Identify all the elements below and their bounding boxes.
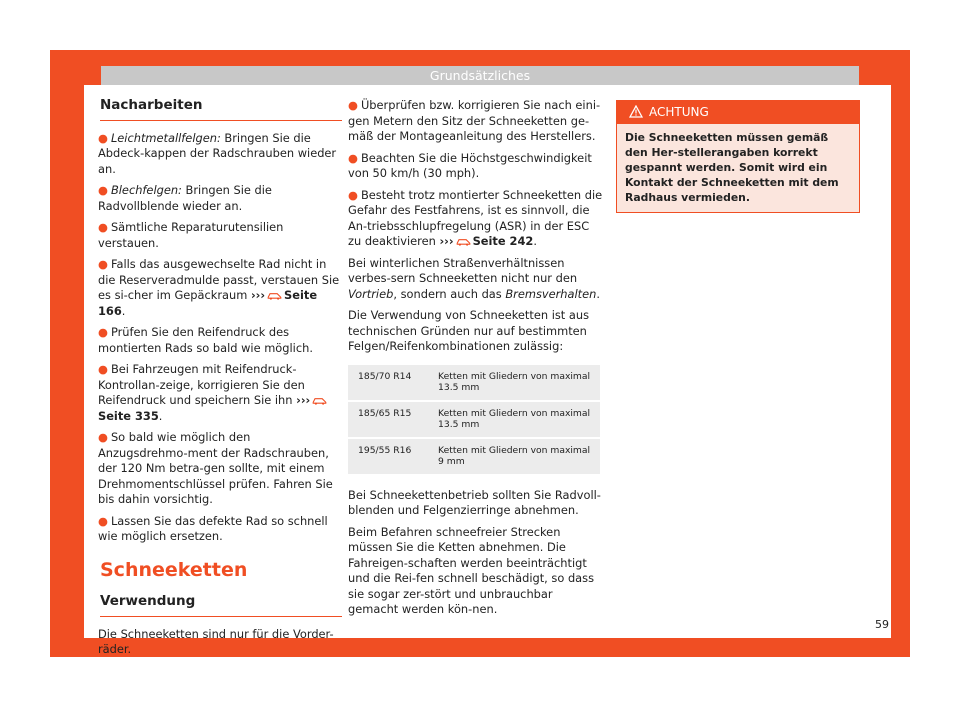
page-reference-link[interactable]: Seite 335 [98, 408, 159, 423]
chain-spec-cell: Ketten mit Gliedern von maximal 13.5 mm [434, 402, 600, 437]
list-item: ● Prüfen Sie den Reifendruck des montierten Rads so bald wie möglich. [98, 325, 313, 355]
bullet-icon: ● [98, 257, 108, 271]
section-title-verwendung: Verwendung [100, 594, 342, 617]
page-reference-link[interactable]: Seite 166 [98, 288, 318, 318]
chain-spec-cell: Ketten mit Gliedern von maximal 13.5 mm [434, 365, 600, 400]
bullet-icon: ● [98, 513, 108, 528]
tire-size-cell: 195/55 R16 [348, 439, 434, 474]
bullet-icon: ● [348, 98, 358, 112]
chapter-title-schneeketten: Schneeketten [100, 558, 248, 581]
warning-triangle-icon [629, 105, 643, 118]
warning-text: Die Schneeketten müssen gemäß den Her-stellerangaben korrekt gespannt werden. Somit wird ein Kontakt der Schneeketten mit dem Radhaus vermieden. [625, 131, 839, 204]
ref-arrows: ››› [439, 234, 454, 248]
paragraph: Bei Schneekettenbetrieb sollten Sie Radvoll-blenden und Felgenzierringe abnehmen. [348, 487, 601, 517]
chain-spec-cell: Ketten mit Gliedern von maximal 9 mm [434, 439, 600, 474]
list-item: ● Überprüfen bzw. korrigieren Sie nach eini-gen Metern den Sitz der Schneeketten ge-mäß der Montageanleitung des Herstellers. [348, 98, 601, 143]
bullet-icon: ● [348, 150, 358, 165]
warning-header [617, 101, 859, 124]
tire-size-cell: 185/70 R14 [348, 365, 434, 400]
list-item: ● So bald wie möglich den Anzugsdrehmo-ment der Radschrauben, der 120 Nm betra-gen sollte, mit einem Drehmomentschlüssel prüfen. Fahren Sie bis dahin vorsichtig. [98, 430, 333, 506]
warning-title: ACHTUNG [649, 105, 709, 119]
list-item: ● Falls das ausgewechselte Rad nicht in die Reserveradmulde passt, verstauen Sie es si-cher im Gepäckraum ››› Seite 166. [98, 257, 340, 318]
list-item: ● Lassen Sie das defekte Rad so schnell wie möglich ersetzen. [98, 513, 328, 543]
column-middle [348, 98, 604, 624]
car-book-icon [456, 237, 471, 246]
list-item: ● Sämtliche Reparaturutensilien verstauen. [98, 220, 284, 250]
list-item: ● Beachten Sie die Höchstgeschwindigkeit von 50 km/h (30 mph). [348, 150, 592, 180]
tire-size-cell: 185/65 R15 [348, 402, 434, 437]
column-left [98, 98, 342, 664]
car-book-icon [267, 291, 282, 300]
page-reference-link[interactable]: Seite 242 [472, 234, 534, 248]
paragraph: Die Verwendung von Schneeketten ist aus technischen Gründen nur auf bestimmten Felgen/Reifenkombinationen zulässig: [348, 308, 590, 353]
ref-arrows: ››› [296, 393, 311, 407]
page-number: 59 [875, 618, 889, 631]
table-row [348, 402, 600, 437]
bullet-icon: ● [98, 130, 108, 145]
bullet-icon: ● [348, 187, 358, 202]
paragraph: Bei winterlichen Straßenverhältnissen verbes-sern Schneeketten nicht nur den Vortrieb, sondern auch das Bremsverhalten. [348, 255, 600, 301]
page-header: Grundsätzliches [101, 66, 859, 85]
column-right [616, 100, 860, 213]
bullet-icon: ● [98, 220, 108, 234]
section-title-nacharbeiten: Nacharbeiten [100, 98, 342, 121]
table-row [348, 365, 600, 400]
list-item: ● Leichtmetallfelgen: Bringen Sie die Abdeck-kappen der Radschrauben wieder an. [98, 130, 337, 176]
bullet-icon: ● [98, 430, 108, 444]
table-row [348, 439, 600, 474]
warning-box [616, 100, 860, 213]
paragraph: Die Schneeketten sind nur für die Vorder-räder. [98, 626, 334, 656]
list-item: ● Bei Fahrzeugen mit Reifendruck-Kontrollan-zeige, korrigieren Sie den Reifendruck und speichern Sie ihn ›››Seite 335. [98, 362, 342, 424]
bullet-icon: ● [98, 325, 108, 339]
list-item: ● Besteht trotz montierter Schneeketten die Gefahr des Festfahrens, ist es sinnvoll, die An-triebsschlupfregelung (ASR) in der ESC zu deaktivieren ››› Seite 242. [348, 187, 603, 248]
paragraph: Beim Befahren schneefreier Strecken müssen Sie die Ketten abnehmen. Die Fahreigen-schaften werden beeinträchtigt und die Rei-fen schnell beschädigt, so dass sie sogar zer-stört und unbrauchbar gemacht werden kön-nen. [348, 524, 595, 616]
bullet-icon: ● [98, 183, 108, 197]
car-book-icon [312, 396, 327, 405]
snow-chain-table [348, 363, 600, 476]
list-item: ● Blechfelgen: Bringen Sie die Radvollblende wieder an. [98, 183, 272, 213]
bullet-icon: ● [98, 362, 108, 376]
ref-arrows: ››› [250, 288, 266, 302]
